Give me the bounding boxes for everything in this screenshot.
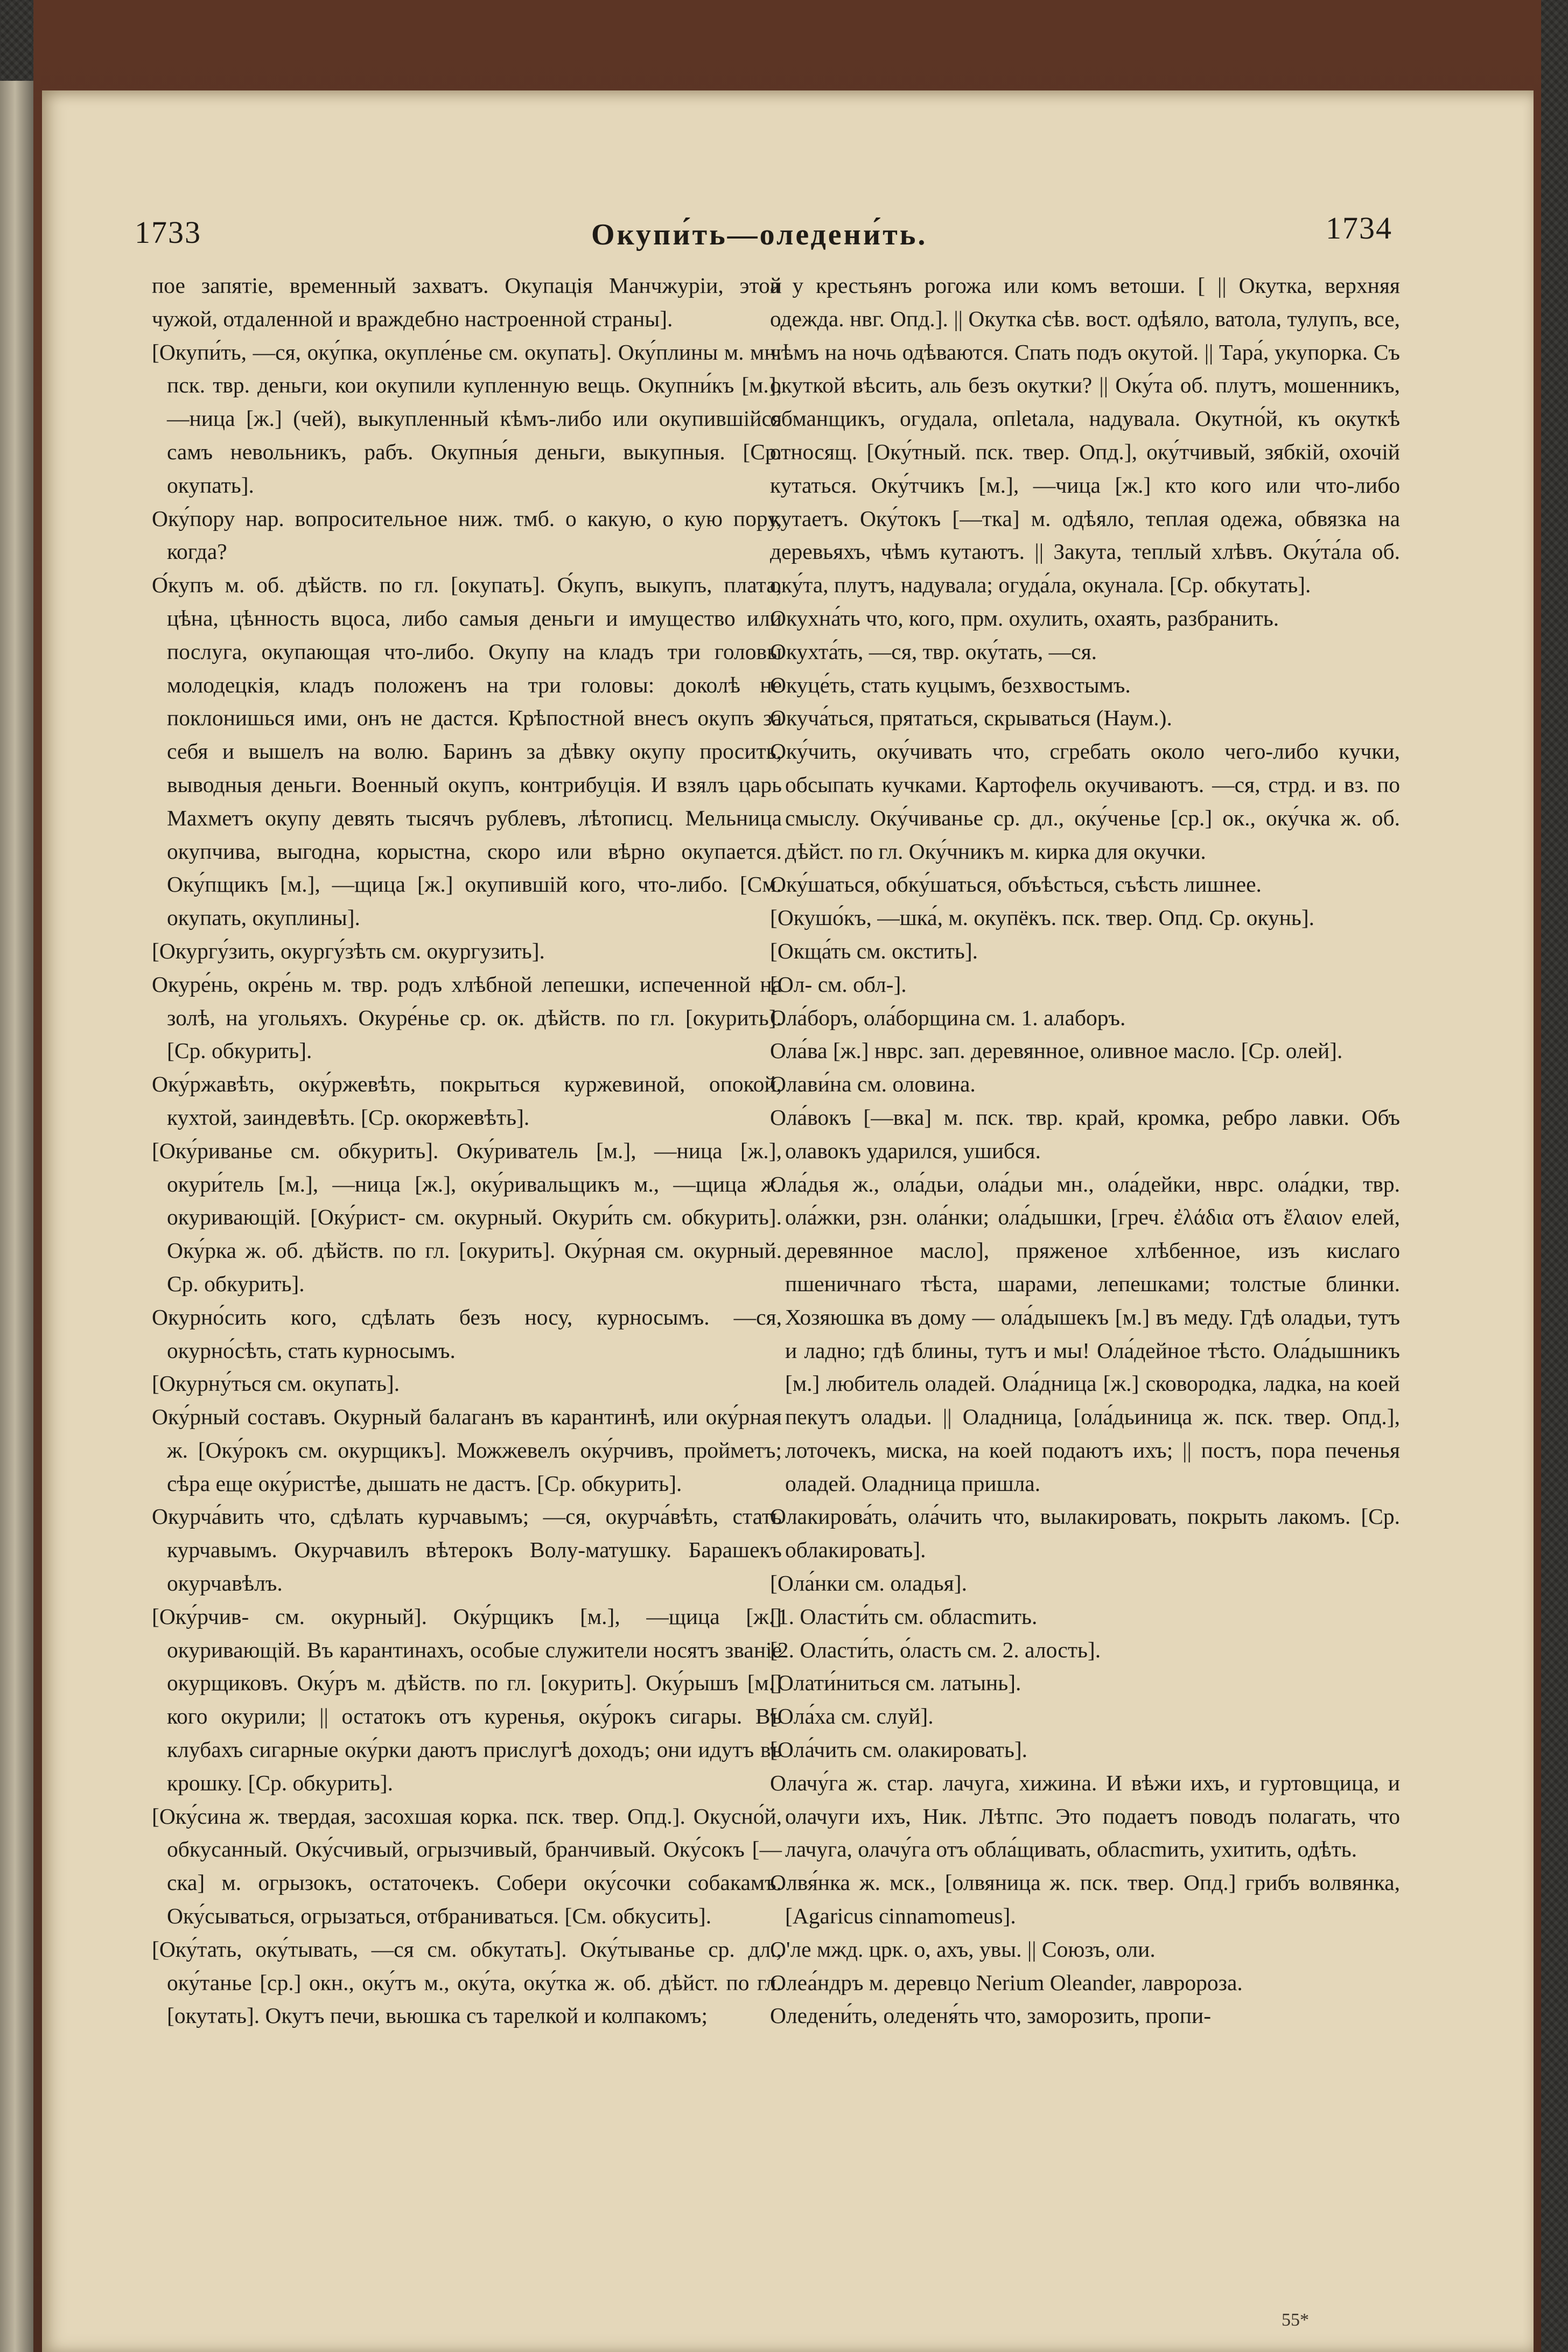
page-header [0, 123, 1568, 251]
right-column [770, 269, 1400, 2033]
entry-text: Олвя́нка ж. мск., [олвяница ж. пск. твер. Опд.] грибъ волвянка, [Agaricus cinnamomeus]. [770, 1870, 1400, 1929]
entry-text: Оку́шаться, обку́шаться, объѣсться, съѣсть лишнее. [770, 872, 1262, 897]
entry-text: [Ола́ха см. слуй]. [770, 1704, 934, 1729]
entry-text: Олакирова́ть, ола́чить что, вылакировать, покрыть лакомъ. [Ср. облакировать]. [770, 1504, 1400, 1563]
entry-text: Ола́дья ж., ола́дьи, ола́дьи мн., ола́дейки, нврс. ола́дки, твр. ола́жки, рзн. ола́нки; ола́дышки, [греч. ἐλάδια отъ ἔλαιον елей, деревянное масло], пряженое хлѣбенное, изъ кислаго пшеничнаго тѣста, шарами, лепешками; толстые блинки. Хозяюшка въ дому — ола́дышекъ [м.] въ меду. Гдѣ оладьи, тутъ и ладно; гдѣ блины, тутъ и мы! Ола́дейное тѣсто. Ола́дышникъ [м.] любитель оладей. Ола́дница [ж.] сковородка, ладка, на коей пекутъ оладьи. || Оладница, [ола́дьиница ж. пск. твер. Опд.], лоточекъ, миска, на коей подаютъ ихъ; || постъ, пора печенья оладей. Оладница пришла. [770, 1171, 1400, 1496]
entry-text: О'ле мжд. црк. о, ахъ, увы. || Союзъ, оли. [770, 1936, 1156, 1962]
entry-text: Ола́вокъ [—вка] м. пск. твр. край, кромка, ребро лавки. Объ олавокъ ударился, ушибся. [770, 1104, 1400, 1163]
entry-text: О́купъ м. об. дѣйств. по гл. [окупать]. О́купъ, выкупъ, плата, цѣна, цѣнность вцоса, либо самыя деньги и имущество или послуга, окупающая что-либо. Окупу на кладъ три головы молодецкія, кладъ положенъ на три головы: доколѣ не поклонишься ими, онъ не дастся. Крѣпостной внесъ окупъ за себя и вышелъ на волю. Баринъ за дѣвку окупу просить, выводныя деньги. Военный окупъ, контрибуція. И взялъ царь Махметъ окупу девять тысячъ рублевъ, лѣтописц. Мельница окупчива, выгодна, корыстна, скоро или вѣрно окупается. Оку́пщикъ [м.], —щица [ж.] окупившій кого, что-либо. [См. окупать, окуплины]. [152, 572, 782, 930]
entry-text: Окуре́нь, окре́нь м. твр. родъ хлѣбной лепешки, испеченной на золѣ, на угольяхъ. Окуре́нье ср. ок. дѣйств. по гл. [окурить]. [Ср. обкурить]. [152, 971, 782, 1063]
entry-text: Окуча́ться, прятаться, скрываться (Наум.). [770, 705, 1172, 731]
entry-text: [Олати́ниться см. латынь]. [770, 1670, 1021, 1696]
left-column [152, 269, 782, 2033]
entry-text: пое запятіе, временный захватъ. Окупація Манчжуріи, этой чужой, отдаленной и враждебно настроенной страны]. [152, 273, 782, 331]
entry-text: Оку́чить, оку́чивать что, сгребать около чего-либо кучки, обсыпать кучками. Картофель окучиваютъ. —ся, стрд. и вз. по смыслу. Оку́чиванье ср. дл., оку́ченье [ср.] ок., оку́чка ж. об. дѣйст. по гл. Оку́чникъ м. кирка для окучки. [770, 739, 1400, 864]
entry-text: Олеа́ндръ м. деревцо Nerium Oleander, лавророза. [770, 1970, 1243, 1995]
entry-text: Окухна́ть что, кого, прм. охулить, охаять, разбранить. [770, 605, 1279, 631]
entry-text: [Оку́тать, оку́тывать, —ся см. обкутать]. Оку́тыванье ср. дл., оку́танье [ср.] окн., оку́тъ м., оку́та, оку́тка ж. об. дѣйст. по гл. [окутать]. Окутъ печи, вьюшка съ тарелкой и колпакомъ; [152, 1936, 782, 2028]
entry-text: [Окупи́ть, —ся, оку́пка, окупле́нье см. окупать]. Оку́плины м. мн. пск. твр. деньги, кои окупили купленную вещь. Окупни́къ [м.], —ница [ж.] (чей), выкупленный кѣмъ-либо или окупившійся самъ невольникъ, рабъ. Окупны́я деньги, выкупныя. [Ср. окупать]. [152, 339, 782, 498]
entry-text: [Окушо́къ, —шка́, м. окупёкъ. пск. твер. Опд. Ср. окунь]. [770, 905, 1315, 930]
entry-text: [Окща́ть см. окстить]. [770, 938, 978, 963]
page-spine-edge [0, 81, 33, 2352]
entry-text: Окухта́ть, —ся, твр. оку́тать, —ся. [770, 639, 1097, 664]
entry-text: [Окургу́зить, окургу́зѣть см. окургузить]. [152, 938, 545, 963]
entry-text: [1. Оласти́ть см. обласmить. [770, 1604, 1038, 1629]
entry-text: Ола́боръ, ола́борщина см. 1. алаборъ. [770, 1005, 1126, 1030]
entry-text: [Ол- см. обл-]. [770, 971, 907, 997]
entry-text: [Окурну́ться см. окупать]. [152, 1371, 400, 1396]
entry-text: [Оку́риванье см. обкурить]. Оку́риватель [м.], —ница [ж.], окури́тель [м.], —ница [ж.], оку́ривальщикъ м., —щица ж. окуривающій. [Оку́рист- см. окурный. Окури́ть см. обкурить]. Оку́рка ж. об. дѣйств. по гл. [окурить]. Оку́рная см. окурный. Ср. обкурить]. [152, 1138, 782, 1296]
entry-text: Ола́ва [ж.] нврс. зап. деревянное, оливное масло. [Ср. олей]. [770, 1038, 1343, 1063]
page-number-left: 1733 [135, 215, 201, 250]
entry-text: [2. Оласти́ть, о́ласть см. 2. алость]. [770, 1637, 1101, 1662]
entry-text: Окурча́вить что, сдѣлать курчавымъ; —ся, окурча́вѣть, стать курчавымъ. Окурчавилъ вѣтерокъ Волу-матушку. Барашекъ окурчавѣлъ. [152, 1504, 782, 1596]
signature-mark: 55* [1282, 2310, 1309, 2330]
page-number-right: 1734 [1326, 211, 1392, 246]
entry-text: Оку́ржавѣть, оку́ржевѣть, покрыться куржевиной, опокой, кухтой, заиндевѣть. [Ср. окоржевѣть]. [152, 1072, 782, 1130]
entry-text: [Оку́рчив- см. окурный]. Оку́рщикъ [м.], —щица [ж.] окуривающій. Въ карантинахъ, особые служители носятъ званіе окурщиковъ. Оку́ръ м. дѣйств. по гл. [окурить]. Оку́рышъ [м.] кого окурили; || остатокъ отъ куренья, оку́рокъ сигары. Въ клубахъ сигарные оку́рки даютъ прислугѣ доходъ; они идутъ въ крошку. [Ср. обкурить]. [152, 1604, 782, 1795]
entry-text: Окурно́сить кого, сдѣлать безъ носу, курносымъ. —ся, окурно́сѣть, стать курносымъ. [152, 1304, 782, 1363]
entry-text: Оку́пору нар. вопросительное ниж. тмб. о какую, о кую пору, когда? [152, 506, 782, 564]
entry-text: а у крестьянъ рогожа или комъ ветоши. [ || Окутка, верхняя одежда. нвг. Опд.]. || Окутка сѣв. вост. одѣяло, ватола, тулупъ, все, чѣмъ на ночь одѣваются. Спать подъ окутой. || Тара́, укупорка. Съ окуткой вѣсить, аль безъ окутки? || Оку́та об. плутъ, мошенникъ, обманщикъ, огудала, опletала, надувала. Окутно́й, къ окуткѣ относящ. [Оку́тный. пск. твер. Опд.], оку́тчивый, зябкій, охочій кутаться. Оку́тчикъ [м.], —чица [ж.] кто кого или что-либо кутаетъ. Оку́токъ [—тка] м. одѣяло, теплая одежа, обвязка на деревьяхъ, чѣмъ кутаютъ. || Закута, теплый хлѣвъ. Оку́та́ла об. оку́та, плутъ, надувала; огуда́ла, окунала. [Ср. обкутать]. [770, 273, 1400, 598]
entry-text: Олави́на см. оловина. [770, 1072, 976, 1097]
entry-text: [Оку́сина ж. твердая, засохшая корка. пск. твер. Опд.]. Окусно́й, обкусанный. Оку́счивый, огрызчивый, бранчивый. Оку́сокъ [—ска] м. огрызокъ, остаточекъ. Собери оку́сочки собакамъ. Оку́сываться, огрызаться, отбраниваться. [См. обкусить]. [152, 1803, 782, 1929]
entry-text: Окуце́ть, стать куцымъ, безхвостымъ. [770, 672, 1131, 697]
entry-text: [Ола́чить см. олакировать]. [770, 1737, 1028, 1762]
running-title: Окупи́ть—оледени́ть. [591, 218, 928, 251]
entry-text: Оку́рный составъ. Окурный балаганъ въ карантинѣ, или оку́рная ж. [Оку́рокъ см. окурщикъ]. Можжевелъ оку́рчивъ, пройметъ; сѣра еще оку́ристѣе, дышать не дастъ. [Ср. обкурить]. [152, 1404, 782, 1496]
entry-text: Олачу́га ж. стар. лачуга, хижина. И вѣжи ихъ, и гуртовщица, и олачуги ихъ, Ник. Лѣтпс. Это подаетъ поводъ полагать, что лачуга, олачу́га отъ обла́щивать, обласmить, ухитить, одѣть. [770, 1770, 1400, 1862]
entry-text: [Ола́нки см. оладья]. [770, 1571, 967, 1596]
entry-text: Оледени́ть, оледеня́ть что, заморозить, пропи- [770, 2003, 1212, 2028]
